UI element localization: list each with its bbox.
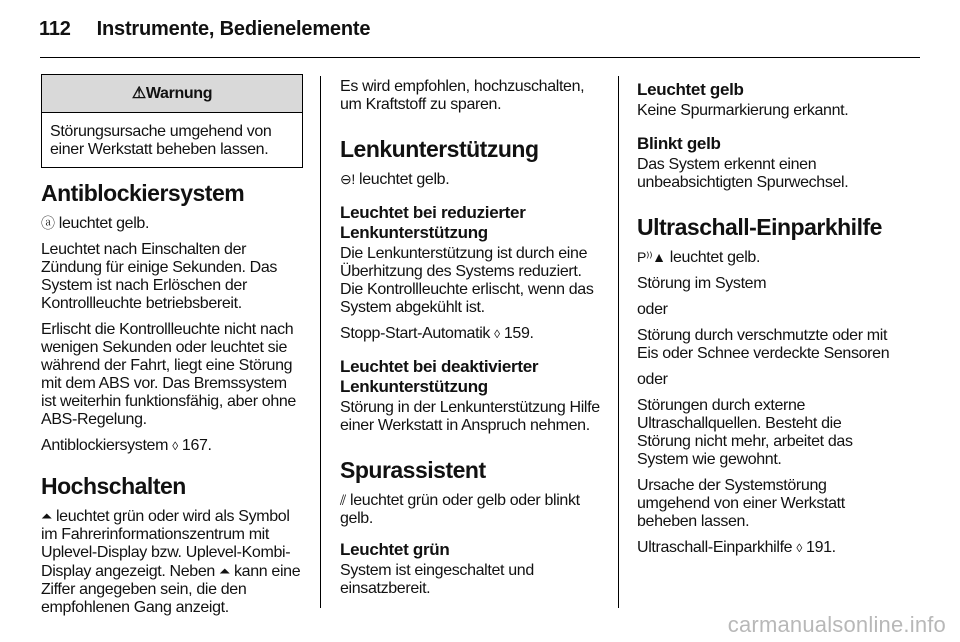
warning-box: [41, 74, 303, 168]
ultra-ref-text: Ultraschall-Einparkhilfe: [637, 539, 793, 556]
heading-gelb: Leuchtet gelb: [637, 80, 744, 99]
column-1: [41, 74, 303, 625]
hoch-paragraph: [41, 507, 303, 617]
lenk-indicator-line: [340, 170, 602, 189]
deaktiviert-paragraph: Störung in der Lenkunterstützung Hilfe einer Werkstatt in Anspruch nehmen.: [340, 399, 600, 434]
ultra-paragraph-1: Störung im System: [637, 275, 767, 292]
warning-icon: ⚠: [131, 85, 146, 102]
steering-icon: ⊖!: [340, 171, 355, 187]
reference-arrow-icon: ◊: [494, 327, 500, 341]
ultra-paragraph-5: Störungen durch externe Ultraschallquellen. Besteht die Störung nicht mehr, arbeitet das System wie gewohnt.: [637, 397, 853, 468]
column-3: [637, 80, 899, 565]
upshift-icon: ⏶: [41, 508, 52, 524]
abs-icon: ⓐ: [41, 215, 55, 231]
column-divider: [618, 76, 619, 608]
header-rule: [40, 57, 920, 58]
reference-arrow-icon: ◊: [796, 541, 802, 555]
heading-lenkunterstuetzung: Lenkunterstützung: [340, 136, 539, 162]
hoch-text-2: kann eine Ziffer angegeben sein, die den empfohlenen Gang anzeigt.: [41, 563, 301, 616]
warning-header: [42, 75, 302, 113]
gelb-paragraph: Keine Spurmarkierung erkannt.: [637, 102, 849, 119]
lane-icon: ⫽: [340, 492, 346, 508]
abs-paragraph-1: Leuchtet nach Einschalten der Zündung für einige Sekunden. Das System ist nach Erlöschen der Kontrollleuchte betriebsbereit.: [41, 241, 278, 312]
gruen-paragraph: System ist eingeschaltet und einsatzbereit.: [340, 562, 534, 597]
heading-hochschalten: Hochschalten: [41, 473, 186, 499]
ss-ref-text: Stopp-Start-Automatik: [340, 325, 491, 342]
abs-ref-text: Antiblockiersystem: [41, 437, 169, 454]
abs-paragraph-2: Erlischt die Kontrollleuchte nicht nach wenigen Sekunden oder leuchtet sie während der Fahrt, liegt eine Störung mit dem ABS vor. Das Bremssystem ist weiterhin funktionsfähig, aber ohne ABS-Regelung.: [41, 321, 296, 428]
column-2: [340, 78, 602, 606]
blinkt-paragraph: Das System erkennt einen unbeabsichtigten Spurwechsel.: [637, 156, 849, 191]
reduziert-paragraph: Die Lenkunterstützung ist durch eine Überhitzung des Systems reduziert. Die Kontrollleuchte erlischt, wenn das System abgekühlt ist.: [340, 245, 594, 316]
warning-text: Störungsursache umgehend von einer Werkstatt beheben lassen.: [50, 123, 272, 158]
ultra-paragraph-6: Ursache der Systemstörung umgehend von einer Werkstatt beheben lassen.: [637, 477, 845, 530]
upshift-recommendation: Es wird empfohlen, hochzuschalten, um Kraftstoff zu sparen.: [340, 78, 585, 113]
heading-reduziert: Leuchtet bei reduzierter Lenkunterstützung: [340, 203, 526, 242]
spur-indicator-line: [340, 491, 602, 528]
watermark: carmanualsonline.info: [727, 612, 946, 637]
abs-lit-text: leuchtet gelb.: [58, 215, 150, 232]
ultra-paragraph-2: oder: [637, 301, 668, 318]
reference-arrow-icon: ◊: [172, 439, 178, 453]
ultra-indicator-line: [637, 248, 899, 267]
column-divider: [320, 76, 321, 608]
heading-gruen: Leuchtet grün: [340, 540, 450, 559]
heading-spurassistent: Spurassistent: [340, 457, 486, 483]
park-sensor-icon: P⁾⁾▲: [637, 249, 666, 265]
heading-abs: Antiblockiersystem: [41, 180, 245, 206]
spur-lit-text: leuchtet grün oder gelb oder blinkt gelb.: [340, 492, 580, 527]
heading-deaktiviert: Leuchtet bei deaktivierter Lenkunterstützung: [340, 357, 539, 396]
upshift-icon: ⏶: [219, 563, 230, 579]
ultra-lit-text: leuchtet gelb.: [669, 249, 761, 266]
abs-ref-page: 167.: [181, 437, 212, 454]
ultra-paragraph-4: oder: [637, 371, 668, 388]
warning-title: Warnung: [145, 85, 213, 102]
ultra-reference: [637, 539, 899, 557]
heading-ultraschall: Ultraschall-Einparkhilfe: [637, 214, 882, 240]
abs-reference: [41, 437, 303, 455]
stopp-start-reference: [340, 325, 602, 343]
hoch-text-1: leuchtet grün oder wird als Symbol im Fahrerinformationszentrum mit Uplevel-Display bzw. Uplevel-Kombi-Display angezeigt. Neben: [41, 508, 291, 580]
page-number: 112: [39, 18, 71, 40]
page-header: [39, 18, 370, 41]
lenk-lit-text: leuchtet gelb.: [359, 171, 450, 188]
heading-blinkt: Blinkt gelb: [637, 134, 721, 153]
ultra-ref-page: 191.: [806, 539, 836, 556]
ultra-paragraph-3: Störung durch verschmutzte oder mit Eis oder Schnee verdeckte Sensoren: [637, 327, 890, 362]
ss-ref-page: 159.: [503, 325, 534, 342]
abs-indicator-line: [41, 214, 303, 233]
page-title: Instrumente, Bedienelemente: [96, 18, 371, 40]
